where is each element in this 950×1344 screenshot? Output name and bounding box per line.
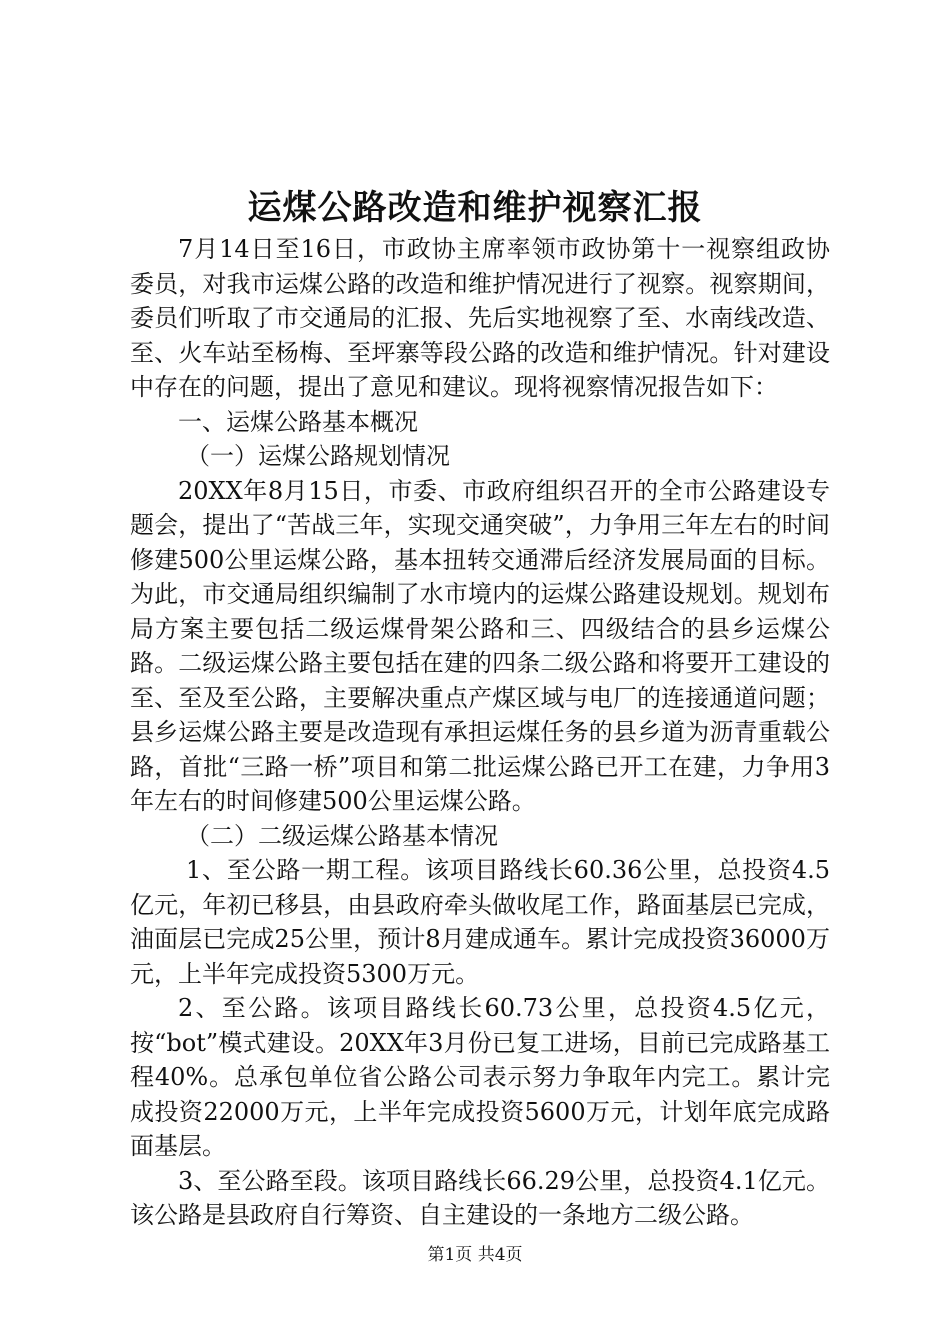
paragraph: 20XX年8月15日，市委、市政府组织召开的全市公路建设专题会，提出了“苦战三年，实现交通突破”，力争用三年左右的时间修建500公里运煤公路，基本扭转交通滞后经济发展局面的目标。为此，市交通局组织编制了水市境内的运煤公路建设规划。规划布局方案主要包括二级运煤骨架公路和三、四级结合的县乡运煤公路。二级运煤公路主要包括在建的四条二级公路和将要开工建设的至、至及至公路，主要解决重点产煤区域与电厂的连接通道问题；县乡运煤公路主要是改造现有承担运煤任务的县乡道为沥青重载公路，首批“三路一桥”项目和第二批运煤公路已开工在建，力争用3年左右的时间修建500公里运煤公路。 [130,476,830,815]
paragraph: 2、至公路。该项目路线长60.73公里，总投资4.5亿元，按“bot”模式建设。20XX年3月份已复工进场，目前已完成路基工程40%。总承包单位省公路公司表示努力争取年内完工。累计完成投资22000万元，上半年完成投资5600万元，计划年底完成路面基层。 [130,994,830,1160]
subsection-heading: （二）二级运煤公路基本情况 [186,821,498,850]
page-footer: 第1页 共4页 [427,1245,523,1265]
document-title: 运煤公路改造和维护视察汇报 [247,188,703,228]
subsection-heading: （一）运煤公路规划情况 [186,442,450,470]
paragraph: 1、至公路一期工程。该项目路线长60.36公里，总投资4.5亿元，年初已移县，由县政府牵头做收尾工作，路面基层已完成，油面层已完成25公里，预计8月建成通车。累计完成投资36000万元，上半年完成投资5300万元。 [130,856,830,988]
paragraph: 7月14日至16日，市政协主席率领市政协第十一视察组政协委员，对我市运煤公路的改造和维护情况进行了视察。视察期间，委员们听取了市交通局的汇报、先后实地视察了至、水南线改造、至、火车站至杨梅、至坪寨等段公路的改造和维护情况。针对建设中存在的问题，提出了意见和建议。现将视察情况报告如下： [130,235,830,401]
section-heading: 一、运煤公路基本概况 [178,407,418,436]
paragraph: 3、至公路至段。该项目路线长66.29公里，总投资4.1亿元。该公路是县政府自行筹资、自主建设的一条地方二级公路。 [130,1166,830,1229]
document-body [130,232,830,1233]
